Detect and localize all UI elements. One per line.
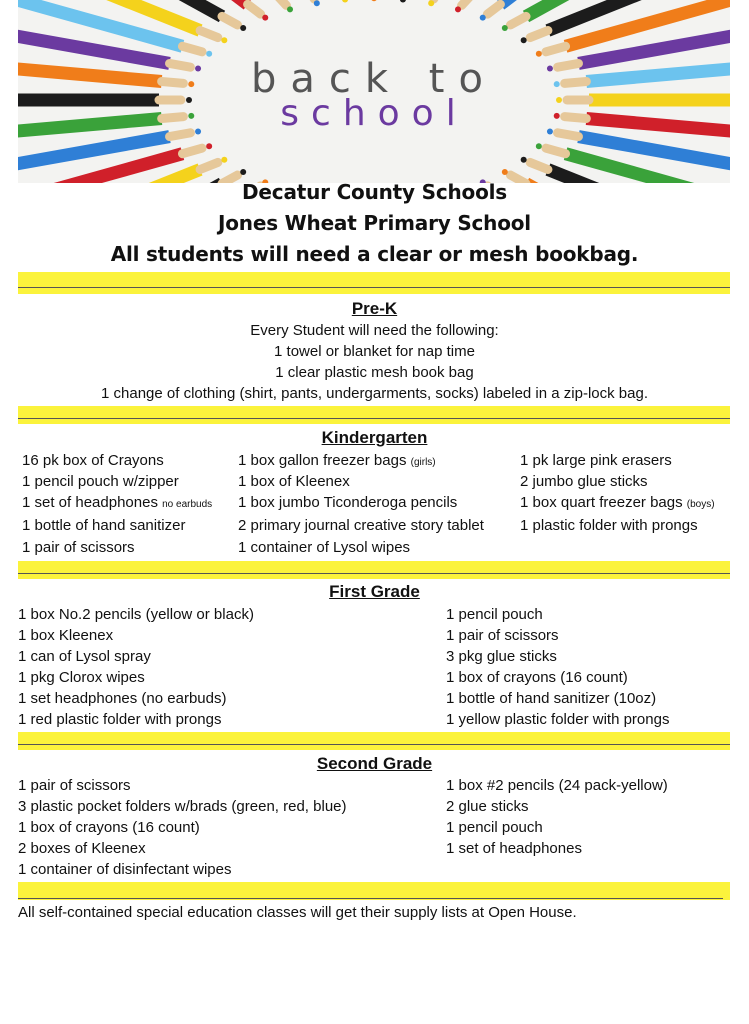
divider: [18, 744, 730, 745]
pencil-tip: [565, 117, 587, 119]
pencil-lead: [536, 143, 542, 149]
k-item: 1 pencil pouch w/zipper: [22, 473, 179, 490]
pencil-lead: [240, 169, 246, 175]
first-item: 3 pkg glue sticks: [446, 648, 557, 665]
pencil-lead: [195, 128, 201, 134]
pencil-tip: [200, 162, 218, 169]
prek-line: Every Student will need the following:: [250, 322, 499, 339]
k-item-text: 1 box quart freezer bags: [520, 494, 683, 511]
pencil-tip: [200, 30, 218, 37]
pencil-tip: [558, 133, 579, 137]
pencil-lead: [521, 157, 527, 163]
kindergarten-title: Kindergarten: [321, 428, 428, 447]
pencil-body: [68, 0, 247, 4]
pencil-lead: [262, 15, 268, 21]
pencil-lead: [221, 37, 227, 43]
second-item: 1 box of crayons (16 count): [18, 819, 200, 836]
prek-title: Pre-K: [351, 299, 398, 318]
k-item: [520, 494, 715, 511]
pencil-tip: [162, 117, 184, 119]
bookbag-note: All students will need a clear or mesh bookbag.: [110, 242, 639, 266]
pencil-lead: [314, 0, 320, 6]
pencil-lead: [206, 51, 212, 57]
pencil-tip: [222, 16, 238, 25]
second-item: 2 boxes of Kleenex: [18, 840, 146, 857]
k-item-note: (boys): [686, 499, 715, 510]
pencil-lead: [400, 0, 406, 3]
pencil-lead: [371, 0, 377, 1]
pencil-lead: [206, 143, 212, 149]
k-item: 1 container of Lysol wipes: [238, 539, 411, 556]
pencil-lead: [480, 15, 486, 21]
district-title: Decatur County Schools: [242, 180, 507, 204]
k-item: 2 jumbo glue sticks: [520, 473, 648, 490]
pencil-lead: [547, 66, 553, 72]
pencil-tip: [276, 0, 286, 5]
k-item: 1 box jumbo Ticonderoga pencils: [238, 494, 458, 511]
first-item: 1 box of crayons (16 count): [446, 669, 628, 686]
first-item: 1 red plastic folder with prongs: [18, 711, 222, 728]
k-item-text: 1 set of headphones: [22, 494, 158, 511]
special-ed-note: All self-contained special education classes will get their supply lists at Open House.: [18, 904, 577, 921]
pencil-tip: [565, 82, 587, 84]
second-item: 1 pencil pouch: [446, 819, 543, 836]
k-item-note: (girls): [410, 457, 436, 468]
second-item: 1 box #2 pencils (24 pack-yellow): [446, 777, 668, 794]
highlight-band: [18, 406, 730, 424]
pencil-lead: [502, 169, 508, 175]
pencil-lead: [455, 6, 461, 12]
pencil-tip: [248, 4, 261, 14]
pencil-lead: [188, 81, 194, 87]
k-item: 1 pk large pink erasers: [520, 452, 672, 469]
pencil-tip: [182, 46, 202, 51]
banner-line2: school: [280, 93, 468, 134]
highlight-band: [18, 272, 730, 294]
pencil-lead: [287, 6, 293, 12]
k-item: 1 pair of scissors: [22, 539, 135, 556]
divider: [18, 418, 730, 419]
pencil-tip: [170, 133, 191, 137]
pencil-tip: [487, 4, 500, 14]
highlight-band: [18, 561, 730, 579]
pencil-tip: [462, 0, 472, 5]
prek-line: 1 change of clothing (shirt, pants, undergarments, socks) labeled in a zip-lock bag.: [101, 385, 648, 402]
k-item: 16 pk box of Crayons: [22, 452, 164, 469]
k-item: 1 plastic folder with prongs: [520, 517, 698, 534]
first-item: 1 box No.2 pencils (yellow or black): [18, 606, 254, 623]
pencil-lead: [554, 113, 560, 119]
k-item: 1 box of Kleenex: [238, 473, 350, 490]
pencil-lead: [342, 0, 348, 3]
k-item: [238, 452, 436, 469]
second-item: 2 glue sticks: [446, 798, 529, 815]
pencil-lead: [502, 25, 508, 31]
k-item-text: 1 box gallon freezer bags: [238, 452, 407, 469]
pencil-lead: [547, 128, 553, 134]
pencil-lead: [536, 51, 542, 57]
prek-line: 1 towel or blanket for nap time: [274, 343, 475, 360]
prek-line: 1 clear plastic mesh book bag: [275, 364, 474, 381]
second-item: 1 container of disinfectant wipes: [18, 861, 232, 878]
pencil-lead: [556, 97, 562, 103]
pencil-tip: [530, 30, 548, 37]
pencil-tip: [162, 82, 184, 84]
first-item: 1 yellow plastic folder with prongs: [446, 711, 670, 728]
banner-line1: back to: [251, 56, 497, 102]
pencil-lead: [221, 157, 227, 163]
first-item: 1 box Kleenex: [18, 627, 114, 644]
divider: [18, 287, 730, 288]
pencil-tip: [530, 162, 548, 169]
first-item: 1 set headphones (no earbuds): [18, 690, 227, 707]
pencil-lead: [188, 113, 194, 119]
pencil-lead: [240, 25, 246, 31]
second-grade-title: Second Grade: [316, 754, 433, 773]
pencil-ring-illustration: [18, 0, 730, 183]
divider: [18, 898, 723, 899]
first-item: 1 can of Lysol spray: [18, 648, 151, 665]
second-item: 1 pair of scissors: [18, 777, 131, 794]
first-item: 1 pencil pouch: [446, 606, 543, 623]
k-item-note: no earbuds: [162, 499, 213, 510]
pencil-lead: [554, 81, 560, 87]
first-item: 1 pair of scissors: [446, 627, 559, 644]
k-item: [22, 494, 212, 511]
pencil-tip: [170, 63, 191, 67]
second-item: 1 set of headphones: [446, 840, 582, 857]
pencil-body: [500, 0, 679, 4]
first-grade-title: First Grade: [329, 582, 420, 601]
divider: [18, 573, 730, 574]
pencil-tip: [510, 16, 526, 25]
second-item: 3 plastic pocket folders w/brads (green, red, blue): [18, 798, 347, 815]
school-title: Jones Wheat Primary School: [218, 211, 531, 235]
pencil-tip: [558, 63, 579, 67]
first-item: 1 bottle of hand sanitizer (10oz): [446, 690, 657, 707]
pencil-tip: [546, 46, 566, 51]
back-to-school-banner: [18, 0, 730, 183]
pencil-tip: [546, 148, 566, 153]
pencil-lead: [186, 97, 192, 103]
first-item: 1 pkg Clorox wipes: [18, 669, 145, 686]
pencil-lead: [521, 37, 527, 43]
pencil-lead: [428, 0, 434, 6]
pencil-lead: [195, 66, 201, 72]
highlight-band: [18, 732, 730, 750]
k-item: 1 bottle of hand sanitizer: [22, 517, 186, 534]
k-item: 2 primary journal creative story tablet: [238, 517, 484, 534]
pencil-tip: [182, 148, 202, 153]
